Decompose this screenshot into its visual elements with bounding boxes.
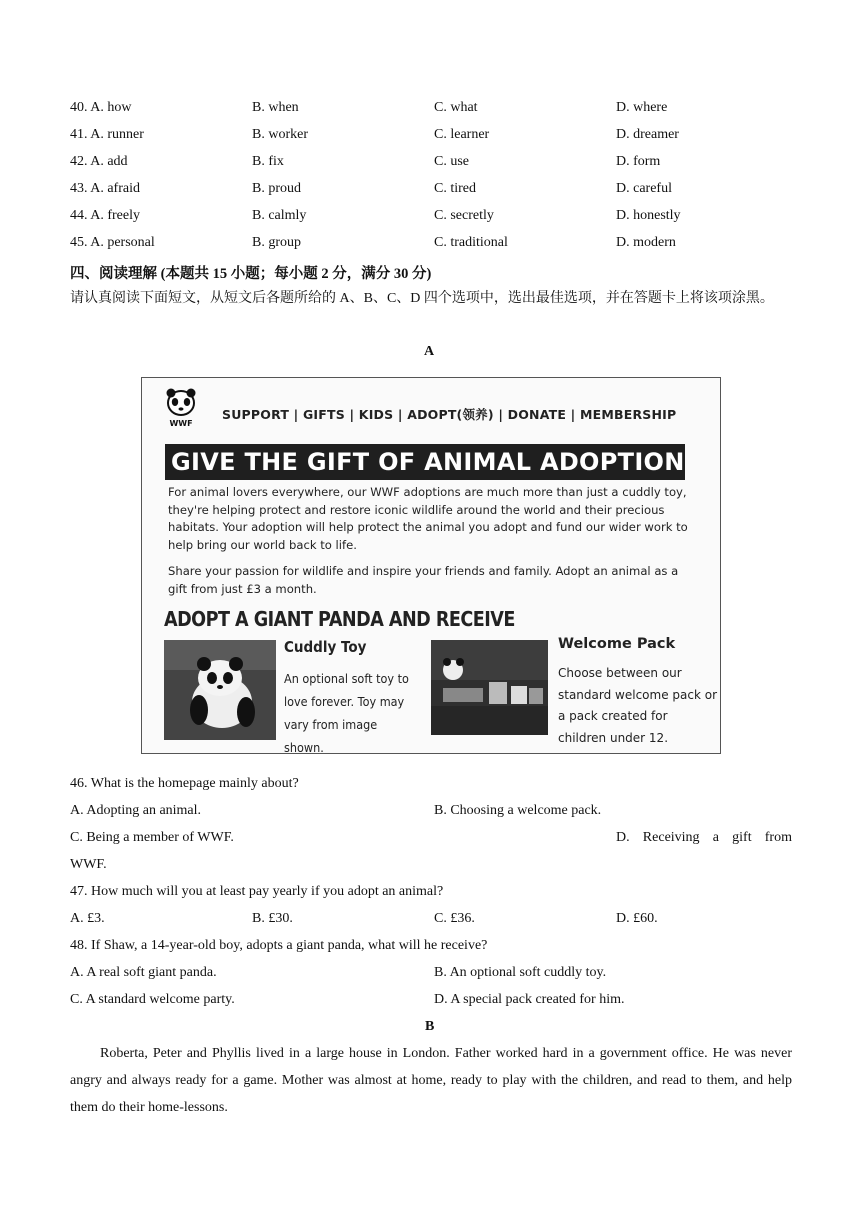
- option-d: D. careful: [616, 181, 672, 196]
- wwf-advert: [141, 377, 721, 754]
- option-b: B. fix: [252, 154, 284, 169]
- question-46-option-a: A. Adopting an animal.: [70, 803, 202, 818]
- option-c: C. traditional: [434, 235, 508, 250]
- option-d: D. £60.: [616, 911, 658, 926]
- wwf-panda-logo-icon: [164, 388, 198, 428]
- option-c: C. what: [434, 100, 478, 115]
- option-d: D. modern: [616, 235, 676, 250]
- question-48-option-d: D. A special pack created for him.: [434, 992, 625, 1007]
- adopt-panda-heading: ADOPT A GIANT PANDA AND RECEIVE: [164, 607, 515, 631]
- panda-toy-photo: [164, 640, 276, 740]
- passage-a-label: A: [424, 344, 435, 359]
- passage-b-label: B: [425, 1019, 435, 1034]
- question-47-stem: 47. How much will you at least pay yearly if you adopt an animal?: [70, 884, 444, 899]
- site-nav: SUPPORT | GIFTS | KIDS | ADOPT(领养) | DONATE | MEMBERSHIP: [222, 407, 677, 422]
- option-c: C. use: [434, 154, 469, 169]
- question-46-stem: 46. What is the homepage mainly about?: [70, 776, 299, 791]
- option-d: D. dreamer: [616, 127, 679, 142]
- option-row-43: [70, 181, 792, 201]
- option-a: 43. A. afraid: [70, 181, 140, 196]
- question-48-option-a: A. A real soft giant panda.: [70, 965, 217, 980]
- section-instruction: 请认真阅读下面短文，从短文后各题所给的 A、B、C、D 四个选项中，选出最佳选项，并在答题卡上将该项涂黑。: [70, 291, 774, 306]
- option-b: B. worker: [252, 127, 308, 142]
- cuddly-toy-title: Cuddly Toy: [284, 638, 367, 656]
- option-c: C. tired: [434, 181, 476, 196]
- option-a: A. £3.: [70, 911, 105, 926]
- welcome-pack-text: Choose between our standard welcome pack or a pack created for children under 12.: [558, 666, 718, 745]
- ad-paragraph-1: For animal lovers everywhere, our WWF adoptions are much more than just a cuddly toy, they're helping protect and restore iconic wildlife around the world and their precious habitats. Your adoption will help protect the animal you adopt and fund our wider work to help bring our world back to life.: [168, 485, 688, 552]
- option-b: B. £30.: [252, 911, 293, 926]
- question-48-option-b: B. An optional soft cuddly toy.: [434, 965, 607, 980]
- logo-text: WWF: [169, 419, 193, 428]
- option-a: 42. A. add: [70, 154, 128, 169]
- option-a: 41. A. runner: [70, 127, 144, 142]
- option-b: B. group: [252, 235, 301, 250]
- question-47-options: [70, 911, 792, 931]
- question-48-stem: 48. If Shaw, a 14-year-old boy, adopts a giant panda, what will he receive?: [70, 938, 488, 953]
- question-46-option-b: B. Choosing a welcome pack.: [434, 803, 602, 818]
- option-b: B. when: [252, 100, 299, 115]
- question-48-option-c: C. A standard welcome party.: [70, 992, 235, 1007]
- option-c: C. £36.: [434, 911, 475, 926]
- option-d: D. honestly: [616, 208, 681, 223]
- option-c: C. learner: [434, 127, 490, 142]
- option-b: B. calmly: [252, 208, 307, 223]
- option-row-40: [70, 100, 792, 120]
- option-a: 45. A. personal: [70, 235, 155, 250]
- cuddly-toy-text: An optional soft toy to love forever. Toy may vary from image shown.: [284, 671, 409, 755]
- option-b: B. proud: [252, 181, 301, 196]
- option-row-44: [70, 208, 792, 228]
- ad-paragraph-2: Share your passion for wildlife and inspire your friends and family. Adopt an animal as a gift from just £3 a month.: [168, 564, 679, 596]
- passage-b-text: Roberta, Peter and Phyllis lived in a large house in London. Father worked hard in a government office. He was never angry and always ready for a game. Mother was almost at home, ready to play with the children, and read to them, and help them do their home-lessons.: [70, 1046, 792, 1115]
- option-row-41: [70, 127, 792, 147]
- welcome-pack-title: Welcome Pack: [558, 636, 676, 652]
- option-c: C. secretly: [434, 208, 494, 223]
- option-row-42: [70, 154, 792, 174]
- section-heading: 四、阅读理解 (本题共 15 小题；每小题 2 分，满分 30 分): [70, 266, 432, 282]
- option-row-45: [70, 235, 792, 255]
- option-d: D. form: [616, 154, 661, 169]
- question-46-option-d-continued: WWF.: [70, 857, 107, 872]
- option-a: 40. A. how: [70, 100, 132, 115]
- option-a: 44. A. freely: [70, 208, 140, 223]
- question-46-option-d: D. Receiving a gift from: [616, 830, 792, 845]
- option-d: D. where: [616, 100, 668, 115]
- question-46-option-c: C. Being a member of WWF.: [70, 830, 234, 845]
- adoption-banner: GIVE THE GIFT OF ANIMAL ADOPTION: [165, 444, 685, 480]
- welcome-pack-photo: [431, 640, 548, 735]
